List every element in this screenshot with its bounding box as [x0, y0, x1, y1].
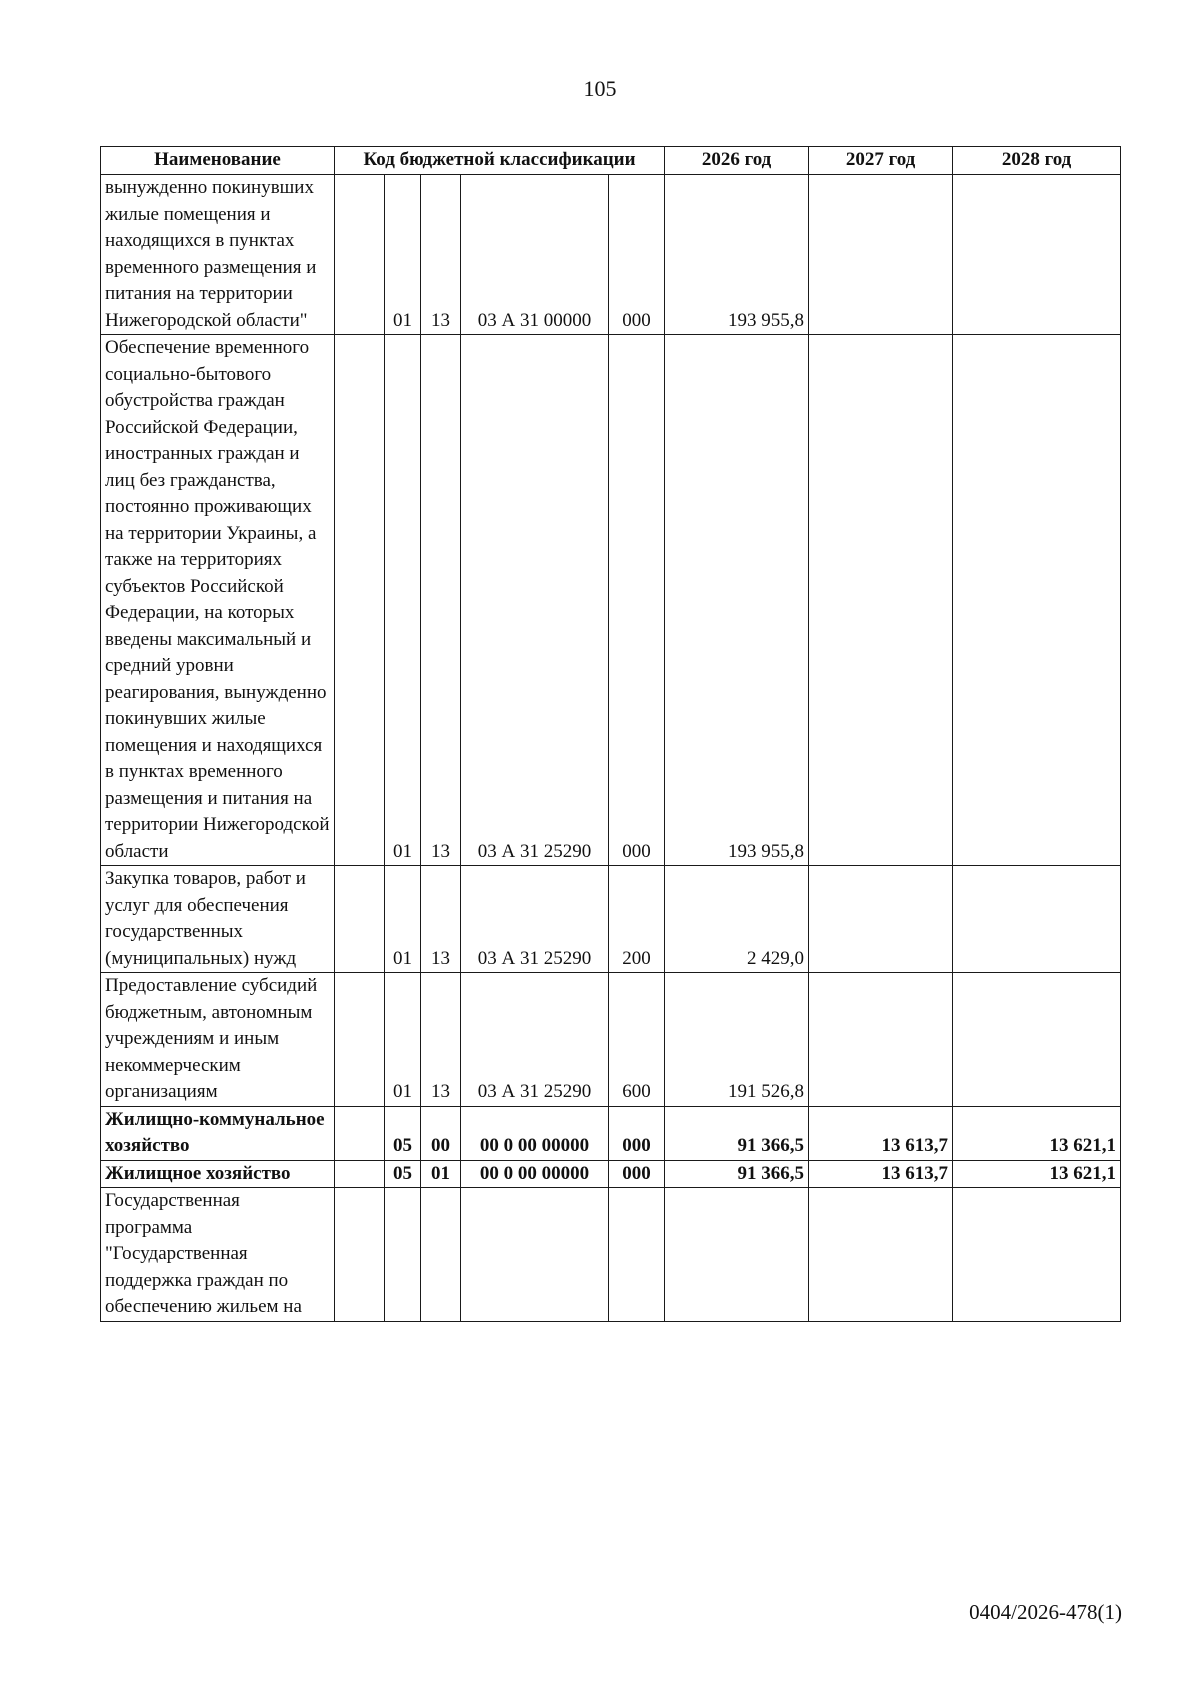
header-2026: 2026 год [665, 147, 809, 175]
row-2028: 13 621,1 [953, 1106, 1121, 1160]
row-pr [421, 1188, 461, 1322]
row-2026: 191 526,8 [665, 973, 809, 1107]
row-2026: 193 955,8 [665, 175, 809, 335]
row-vr: 000 [609, 335, 665, 866]
row-name: Жилищное хозяйство [101, 1160, 335, 1188]
row-gap [335, 866, 385, 973]
row-2027 [809, 175, 953, 335]
row-2028 [953, 175, 1121, 335]
row-2027: 13 613,7 [809, 1106, 953, 1160]
row-pr: 01 [421, 1160, 461, 1188]
header-name: Наименование [101, 147, 335, 175]
row-name: Жилищно-коммунальное хозяйство [101, 1106, 335, 1160]
row-rz: 01 [385, 335, 421, 866]
row-rz [385, 1188, 421, 1322]
row-rz: 01 [385, 866, 421, 973]
row-2028 [953, 1188, 1121, 1322]
table-body [101, 175, 1121, 1322]
row-csr: 00 0 00 00000 [461, 1106, 609, 1160]
page-number: 105 [583, 76, 617, 101]
row-2027 [809, 335, 953, 866]
row-csr: 03 А 31 25290 [461, 973, 609, 1107]
row-vr: 200 [609, 866, 665, 973]
row-csr: 03 А 31 25290 [461, 866, 609, 973]
row-2026: 193 955,8 [665, 335, 809, 866]
table-row [101, 866, 1121, 973]
row-pr: 13 [421, 175, 461, 335]
row-gap [335, 973, 385, 1107]
header-code: Код бюджетной классификации [335, 147, 665, 175]
table-row [101, 1160, 1121, 1188]
table-row [101, 973, 1121, 1107]
row-rz: 01 [385, 175, 421, 335]
row-vr [609, 1188, 665, 1322]
header-2027: 2027 год [809, 147, 953, 175]
row-csr: 00 0 00 00000 [461, 1160, 609, 1188]
row-name: Закупка товаров, работ и услуг для обеспечения государственных (муниципальных) нужд [101, 866, 335, 973]
row-2028 [953, 866, 1121, 973]
row-2028: 13 621,1 [953, 1160, 1121, 1188]
row-pr: 13 [421, 335, 461, 866]
row-name: Предоставление субсидий бюджетным, автономным учреждениям и иным некоммерческим организациям [101, 973, 335, 1107]
row-2026: 91 366,5 [665, 1106, 809, 1160]
table-row [101, 1106, 1121, 1160]
row-rz: 01 [385, 973, 421, 1107]
budget-table [100, 146, 1121, 1322]
row-vr: 000 [609, 1160, 665, 1188]
document-code: 0404/2026-478(1) [969, 1600, 1122, 1624]
row-2027 [809, 973, 953, 1107]
table-row [101, 1188, 1121, 1322]
row-csr [461, 1188, 609, 1322]
row-2026 [665, 1188, 809, 1322]
row-gap [335, 1188, 385, 1322]
row-csr: 03 А 31 00000 [461, 175, 609, 335]
row-2027: 13 613,7 [809, 1160, 953, 1188]
row-2027 [809, 1188, 953, 1322]
row-gap [335, 1160, 385, 1188]
row-name: вынужденно покинувших жилые помещения и находящихся в пунктах временного размещения и питания на территории Нижегородской области" [101, 175, 335, 335]
row-rz: 05 [385, 1106, 421, 1160]
row-csr: 03 А 31 25290 [461, 335, 609, 866]
row-gap [335, 175, 385, 335]
row-2026: 2 429,0 [665, 866, 809, 973]
row-name: Обеспечение временного социально-бытового обустройства граждан Российской Федерации, иностранных граждан и лиц без гражданства, постоянно проживающих на территории Украины, а также на территориях субъектов Российской Федерации, на которых введены максимальный и средний уровни реагирования, вынужденно покинувших жилые помещения и находящихся в пунктах временного размещения и питания на территории Нижегородской области [101, 335, 335, 866]
row-gap [335, 335, 385, 866]
row-pr: 00 [421, 1106, 461, 1160]
row-2026: 91 366,5 [665, 1160, 809, 1188]
table-header-row [101, 147, 1121, 175]
row-rz: 05 [385, 1160, 421, 1188]
row-gap [335, 1106, 385, 1160]
row-2027 [809, 866, 953, 973]
row-name: Государственная программа "Государственная поддержка граждан по обеспечению жильем на [101, 1188, 335, 1322]
row-pr: 13 [421, 973, 461, 1107]
row-vr: 600 [609, 973, 665, 1107]
row-2028 [953, 973, 1121, 1107]
row-pr: 13 [421, 866, 461, 973]
table-row [101, 175, 1121, 335]
table-row [101, 335, 1121, 866]
row-vr: 000 [609, 175, 665, 335]
header-2028: 2028 год [953, 147, 1121, 175]
row-vr: 000 [609, 1106, 665, 1160]
row-2028 [953, 335, 1121, 866]
